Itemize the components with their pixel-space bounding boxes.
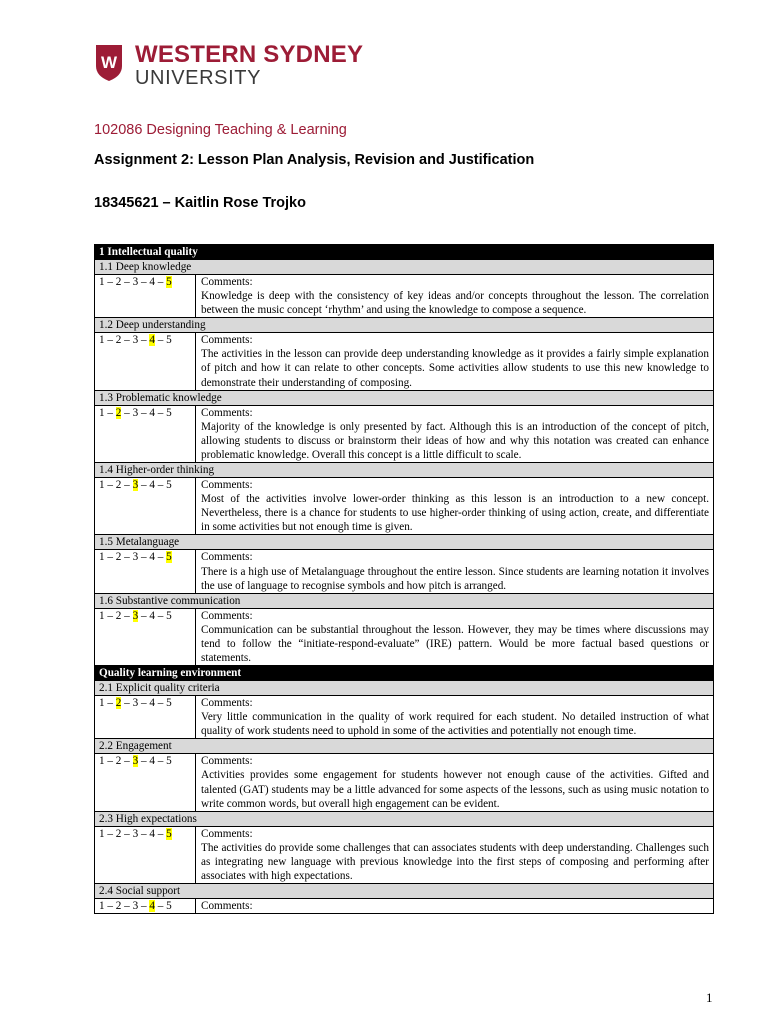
comment-label: Comments: bbox=[201, 276, 253, 288]
scale-value: 3 bbox=[132, 827, 139, 840]
score-scale bbox=[95, 609, 196, 665]
scale-value: 4 bbox=[149, 479, 155, 492]
selected-score: 3 bbox=[132, 755, 139, 768]
scale-value: 5 bbox=[166, 334, 172, 347]
scale-value: 3 bbox=[132, 697, 139, 710]
score-scale bbox=[95, 275, 196, 317]
comment-label: Comments: bbox=[201, 551, 253, 564]
scale-separator: – bbox=[121, 827, 133, 840]
scale-separator: – bbox=[121, 755, 133, 768]
scale-separator: – bbox=[154, 900, 167, 913]
comment-cell bbox=[196, 478, 713, 534]
university-logo bbox=[95, 42, 370, 92]
scale-separator: – bbox=[121, 609, 133, 622]
criterion-name: 1.3 Problematic knowledge bbox=[95, 390, 713, 405]
criterion-row bbox=[95, 332, 713, 389]
section-header: 1 Intellectual quality bbox=[95, 245, 713, 259]
scale-separator: – bbox=[138, 276, 150, 288]
scale-separator: – bbox=[154, 406, 167, 419]
scale-separator: – bbox=[121, 900, 133, 913]
scale-value: 5 bbox=[166, 406, 172, 419]
comment-cell bbox=[196, 275, 713, 317]
comment-cell bbox=[196, 754, 713, 810]
scale-separator: – bbox=[104, 479, 116, 492]
criterion-row bbox=[95, 826, 713, 883]
criterion-name: 2.4 Social support bbox=[95, 883, 713, 898]
criterion-row bbox=[95, 753, 713, 810]
score-scale bbox=[95, 899, 196, 913]
course-title: 102086 Designing Teaching & Learning bbox=[94, 122, 347, 138]
scale-value: 4 bbox=[149, 551, 155, 564]
scale-value: 4 bbox=[149, 609, 155, 622]
scale-value: 2 bbox=[115, 551, 122, 564]
comment-text: Communication can be substantial throughout the lesson. However, they may be times where discussions may tend to follow the “initiate-respond-evaluate” (IRE) pattern. Would be more factual based questions or statements. bbox=[201, 623, 709, 664]
scale-separator: – bbox=[104, 755, 116, 768]
comment-label: Comments: bbox=[201, 900, 253, 913]
scale-separator: – bbox=[121, 697, 133, 710]
scale-separator: – bbox=[138, 479, 150, 492]
scale-separator: – bbox=[104, 406, 116, 419]
score-scale bbox=[95, 696, 196, 738]
scale-separator: – bbox=[121, 334, 133, 347]
scale-separator: – bbox=[121, 551, 133, 564]
scale-separator: – bbox=[104, 334, 116, 347]
comment-cell bbox=[196, 899, 713, 913]
criterion-row bbox=[95, 695, 713, 738]
scale-separator: – bbox=[104, 551, 116, 564]
logo-line-1: WESTERN SYDNEY bbox=[135, 41, 364, 68]
scale-value: 4 bbox=[149, 755, 155, 768]
comment-label: Comments: bbox=[201, 406, 253, 419]
scale-separator: – bbox=[154, 479, 167, 492]
scale-value: 1 bbox=[99, 406, 105, 419]
comment-cell bbox=[196, 333, 713, 389]
criterion-row bbox=[95, 405, 713, 462]
criterion-name: 1.1 Deep knowledge bbox=[95, 259, 713, 274]
scale-value: 2 bbox=[115, 827, 122, 840]
rubric-table bbox=[94, 244, 714, 914]
criterion-row bbox=[95, 898, 713, 913]
scale-value: 5 bbox=[166, 697, 172, 710]
comment-text: Most of the activities involve lower-order thinking as this lesson is an introduction to a new concept. Nevertheless, there is a chance for students to use higher-order thinking of using action, create, and differentiate in some activities but not enough time is given. bbox=[201, 493, 709, 534]
scale-value: 4 bbox=[149, 406, 155, 419]
comment-cell bbox=[196, 550, 713, 592]
comment-label: Comments: bbox=[201, 334, 253, 347]
scale-value: 2 bbox=[115, 609, 122, 622]
criterion-name: 1.6 Substantive communication bbox=[95, 593, 713, 608]
scale-separator: – bbox=[154, 827, 167, 840]
section-header: Quality learning environment bbox=[95, 665, 713, 680]
comment-label: Comments: bbox=[201, 827, 253, 840]
scale-value: 4 bbox=[149, 827, 155, 840]
criterion-name: 2.1 Explicit quality criteria bbox=[95, 680, 713, 695]
shield-logo-icon bbox=[95, 44, 123, 82]
selected-score: 4 bbox=[149, 900, 155, 913]
scale-value: 2 bbox=[115, 276, 122, 288]
comment-cell bbox=[196, 609, 713, 665]
scale-separator: – bbox=[104, 827, 116, 840]
assignment-title: Assignment 2: Lesson Plan Analysis, Revision and Justification bbox=[94, 152, 535, 168]
scale-separator: – bbox=[138, 827, 150, 840]
scale-value: 5 bbox=[166, 609, 172, 622]
selected-score: 5 bbox=[166, 276, 172, 288]
scale-value: 1 bbox=[99, 276, 105, 288]
scale-value: 4 bbox=[149, 697, 155, 710]
scale-value: 2 bbox=[115, 334, 122, 347]
criterion-name: 2.2 Engagement bbox=[95, 738, 713, 753]
criterion-row bbox=[95, 549, 713, 592]
scale-separator: – bbox=[138, 755, 150, 768]
criterion-row bbox=[95, 274, 713, 317]
selected-score: 4 bbox=[149, 334, 155, 347]
scale-separator: – bbox=[138, 609, 150, 622]
scale-separator: – bbox=[121, 276, 133, 288]
criterion-name: 1.4 Higher-order thinking bbox=[95, 462, 713, 477]
criterion-name: 1.5 Metalanguage bbox=[95, 534, 713, 549]
scale-value: 1 bbox=[99, 755, 105, 768]
scale-separator: – bbox=[154, 551, 167, 564]
scale-value: 3 bbox=[132, 900, 139, 913]
scale-value: 5 bbox=[166, 900, 172, 913]
comment-text: Activities provides some engagement for students however not enough cause of the activities. Gifted and talented (GAT) students may be a little advanced for some aspects of the lessons, such as using music notation to write common words, but overall high engagement can be evident. bbox=[201, 769, 709, 810]
scale-separator: – bbox=[138, 406, 150, 419]
comment-cell bbox=[196, 827, 713, 883]
comment-text: Majority of the knowledge is only presented by fact. Although this is an introduction of the concept of pitch, allowing students to discuss or brainstorm their ideas of how and why this notation was created can enhance problematic knowledge. Overall this concept is a little difficult to scale. bbox=[201, 420, 709, 461]
scale-separator: – bbox=[154, 609, 167, 622]
score-scale bbox=[95, 550, 196, 592]
selected-score: 2 bbox=[115, 406, 122, 419]
scale-value: 1 bbox=[99, 697, 105, 710]
comment-text: Very little communication in the quality of work required for each student. No detailed instruction of what quality of work students need to uphold in some of the activities and potentially not enough time. bbox=[201, 711, 709, 738]
comment-cell bbox=[196, 406, 713, 462]
score-scale bbox=[95, 754, 196, 810]
comment-text: The activities in the lesson can provide deep understanding knowledge as it provides a fairly simple explanation of pitch and how it can relate to other concepts. Some activities allow students to use this new knowledge to demonstrate their understanding of composing. bbox=[201, 348, 709, 389]
scale-value: 2 bbox=[115, 479, 122, 492]
scale-value: 5 bbox=[166, 479, 172, 492]
criterion-name: 2.3 High expectations bbox=[95, 811, 713, 826]
selected-score: 3 bbox=[132, 609, 139, 622]
scale-separator: – bbox=[121, 479, 133, 492]
scale-separator: – bbox=[104, 276, 116, 288]
comment-label: Comments: bbox=[201, 755, 253, 768]
scale-value: 3 bbox=[132, 276, 139, 288]
scale-separator: – bbox=[138, 900, 150, 913]
scale-separator: – bbox=[121, 406, 133, 419]
criterion-row bbox=[95, 477, 713, 534]
selected-score: 2 bbox=[115, 697, 122, 710]
scale-value: 1 bbox=[99, 334, 105, 347]
scale-value: 1 bbox=[99, 609, 105, 622]
logo-line-2: UNIVERSITY bbox=[135, 67, 262, 89]
criterion-row bbox=[95, 608, 713, 665]
scale-separator: – bbox=[138, 334, 150, 347]
comment-text: The activities do provide some challenges that can associates students with deep understanding. Challenges such as integrating new language with previous knowledge into the first steps of composing and performing after associates with high expectations. bbox=[201, 841, 709, 882]
scale-separator: – bbox=[154, 276, 167, 288]
score-scale bbox=[95, 827, 196, 883]
scale-separator: – bbox=[104, 609, 116, 622]
scale-separator: – bbox=[154, 755, 167, 768]
scale-value: 3 bbox=[132, 334, 139, 347]
selected-score: 5 bbox=[166, 551, 172, 564]
scale-value: 4 bbox=[149, 276, 155, 288]
scale-separator: – bbox=[154, 334, 167, 347]
scale-value: 2 bbox=[115, 755, 122, 768]
scale-separator: – bbox=[138, 697, 150, 710]
comment-text: Knowledge is deep with the consistency of key ideas and/or concepts throughout the lesson. The correlation between the music concept ‘rhythm’ and using the knowledge to compose a sequence. bbox=[201, 290, 709, 317]
scale-separator: – bbox=[138, 551, 150, 564]
criterion-name: 1.2 Deep understanding bbox=[95, 317, 713, 332]
scale-value: 3 bbox=[132, 406, 139, 419]
svg-text:W: W bbox=[100, 53, 118, 72]
page-number: 1 bbox=[706, 990, 713, 1005]
comment-label: Comments: bbox=[201, 479, 253, 492]
selected-score: 3 bbox=[132, 479, 139, 492]
scale-separator: – bbox=[104, 697, 116, 710]
comment-label: Comments: bbox=[201, 609, 253, 622]
scale-value: 1 bbox=[99, 900, 105, 913]
scale-value: 3 bbox=[132, 551, 139, 564]
student-id-name: 18345621 – Kaitlin Rose Trojko bbox=[94, 195, 306, 211]
score-scale bbox=[95, 333, 196, 389]
scale-value: 2 bbox=[115, 900, 122, 913]
scale-value: 5 bbox=[166, 755, 172, 768]
scale-value: 1 bbox=[99, 479, 105, 492]
score-scale bbox=[95, 406, 196, 462]
score-scale bbox=[95, 478, 196, 534]
comment-text: There is a high use of Metalanguage throughout the entire lesson. Since students are learning notation it involves the use of language to recognise symbols and how pitch is arranged. bbox=[201, 565, 709, 592]
comment-cell bbox=[196, 696, 713, 738]
scale-separator: – bbox=[104, 900, 116, 913]
scale-value: 1 bbox=[99, 827, 105, 840]
comment-label: Comments: bbox=[201, 697, 253, 710]
scale-value: 1 bbox=[99, 551, 105, 564]
scale-separator: – bbox=[154, 697, 167, 710]
selected-score: 5 bbox=[166, 827, 172, 840]
